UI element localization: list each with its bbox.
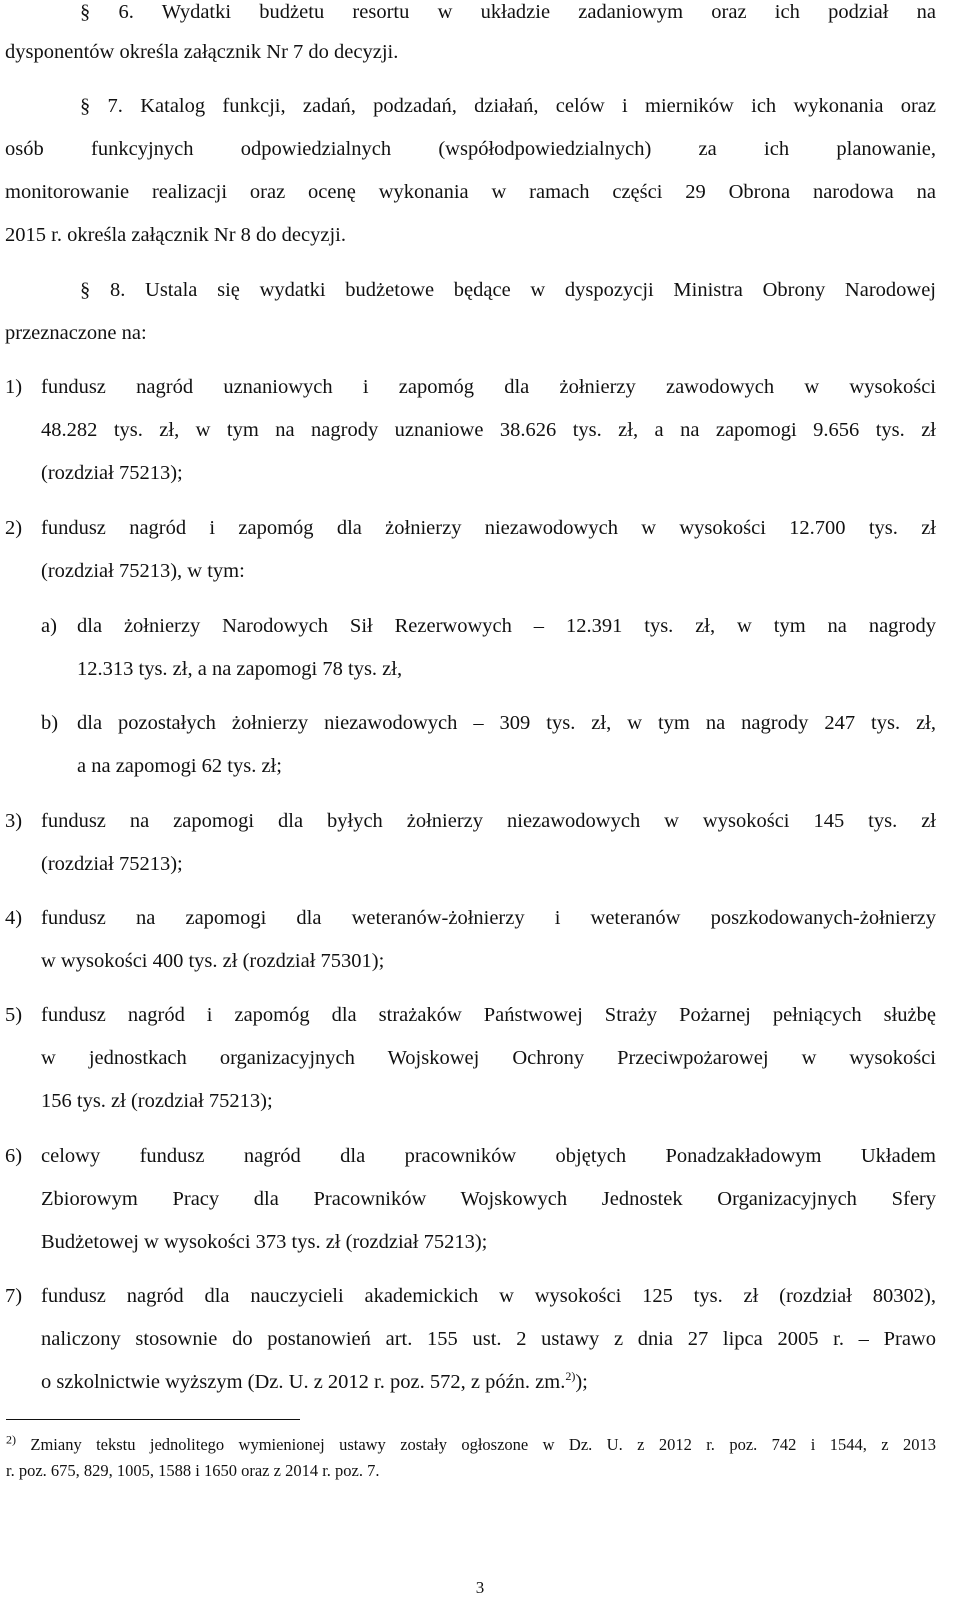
item-6-line-1: celowy fundusz nagród dla pracowników objętych Ponadzakładowym Układem [41, 1145, 936, 1167]
item-5-line-1: fundusz nagród i zapomóg dla strażaków Państwowej Straży Pożarnej pełniących służbę [41, 1004, 936, 1026]
item-3-line-2: (rozdział 75213); [41, 853, 183, 875]
paragraph-6-line-2: dysponentów określa załącznik Nr 7 do decyzji. [5, 41, 399, 63]
item-1-line-2: 48.282 tys. zł, w tym na nagrody uznaniowe 38.626 tys. zł, a na zapomogi 9.656 tys. zł [41, 419, 936, 441]
item-7-line-3 [41, 1370, 588, 1394]
paragraph-7-line-4: 2015 r. określa załącznik Nr 8 do decyzji. [5, 224, 346, 246]
item-2-line-1: fundusz nagród i zapomóg dla żołnierzy niezawodowych w wysokości 12.700 tys. zł [41, 517, 936, 539]
item-4-line-2: w wysokości 400 tys. zł (rozdział 75301); [41, 950, 385, 972]
item-2-label: 2) [5, 517, 23, 539]
item-2-line-2: (rozdział 75213), w tym: [41, 560, 245, 582]
footnote-line-1 [6, 1433, 936, 1457]
paragraph-6-line-1: § 6. Wydatki budżetu resortu w układzie zadaniowym oraz ich podział na [80, 1, 936, 23]
footnote-marker: 2) [6, 1432, 16, 1447]
item-2b-line-1: dla pozostałych żołnierzy niezawodowych – 309 tys. zł, w tym na nagrody 247 tys. zł, [77, 712, 936, 734]
paragraph-7-line-3: monitorowanie realizacji oraz ocenę wykonania w ramach części 29 Obrona narodowa na [5, 181, 936, 203]
paragraph-8-line-2: przeznaczone na: [5, 322, 147, 344]
item-6-label: 6) [5, 1145, 23, 1167]
item-5-line-2: w jednostkach organizacyjnych Wojskowej Ochrony Przeciwpożarowej w wysokości [41, 1047, 936, 1069]
item-1-line-1: fundusz nagród uznaniowych i zapomóg dla żołnierzy zawodowych w wysokości [41, 376, 936, 398]
paragraph-7-line-2: osób funkcyjnych odpowiedzialnych (współodpowiedzialnych) za ich planowanie, [5, 138, 936, 160]
footnote-reference-marker[interactable]: 2) [565, 1369, 576, 1384]
item-4-label: 4) [5, 907, 23, 929]
item-2a-label: a) [41, 615, 57, 637]
item-3-line-1: fundusz na zapomogi dla byłych żołnierzy niezawodowych w wysokości 145 tys. zł [41, 810, 936, 832]
paragraph-7-line-1: § 7. Katalog funkcji, zadań, podzadań, działań, celów i mierników ich wykonania oraz [80, 95, 936, 117]
item-1-label: 1) [5, 376, 23, 398]
item-3-label: 3) [5, 810, 23, 832]
footnote-line-1-text: Zmiany tekstu jednolitego wymienionej ustawy zostały ogłoszone w Dz. U. z 2012 r. poz. 742 i 1544, z 2013 [30, 1435, 936, 1454]
item-2a-line-2: 12.313 tys. zł, a na zapomogi 78 tys. zł, [77, 658, 403, 680]
item-7-line-3-end: ); [575, 1371, 588, 1393]
footnote-separator [6, 1419, 300, 1420]
footnote-line-2: r. poz. 675, 829, 1005, 1588 i 1650 oraz z 2014 r. poz. 7. [6, 1461, 380, 1480]
item-5-line-3: 156 tys. zł (rozdział 75213); [41, 1090, 273, 1112]
item-7-label: 7) [5, 1285, 23, 1307]
item-4-line-1: fundusz na zapomogi dla weteranów-żołnierzy i weteranów poszkodowanych-żołnierzy [41, 907, 936, 929]
item-2a-line-1: dla żołnierzy Narodowych Sił Rezerwowych – 12.391 tys. zł, w tym na nagrody [77, 615, 936, 637]
item-1-line-3: (rozdział 75213); [41, 462, 183, 484]
paragraph-8-line-1: § 8. Ustala się wydatki budżetowe będące w dyspozycji Ministra Obrony Narodowej [80, 279, 936, 301]
item-6-line-2: Zbiorowym Pracy dla Pracowników Wojskowych Jednostek Organizacyjnych Sfery [41, 1188, 936, 1210]
item-2b-line-2: a na zapomogi 62 tys. zł; [77, 755, 282, 777]
page-number: 3 [475, 1578, 485, 1597]
item-7-line-3-text: o szkolnictwie wyższym (Dz. U. z 2012 r. poz. 572, z późn. zm. [41, 1371, 566, 1393]
item-7-line-2: naliczony stosownie do postanowień art. 155 ust. 2 ustawy z dnia 27 lipca 2005 r. – Prawo [41, 1328, 936, 1350]
item-2b-label: b) [41, 712, 59, 734]
item-7-line-1: fundusz nagród dla nauczycieli akademickich w wysokości 125 tys. zł (rozdział 80302), [41, 1285, 936, 1307]
item-5-label: 5) [5, 1004, 23, 1026]
item-6-line-3: Budżetowej w wysokości 373 tys. zł (rozdział 75213); [41, 1231, 488, 1253]
